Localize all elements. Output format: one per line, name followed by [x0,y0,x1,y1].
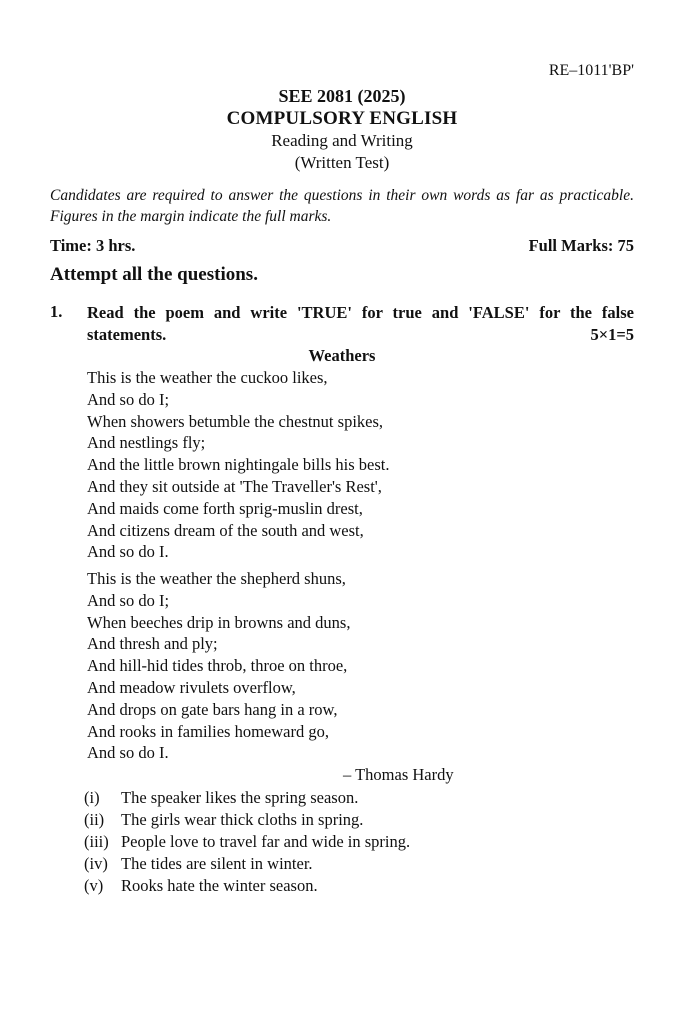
exam-title: SEE 2081 (2025) [278,86,406,106]
poem-line: And drops on gate bars hang in a row, [87,699,338,719]
instructions: Candidates are required to answer the questions in their own words as far as practicable. Figures in the margin indicate the full marks. [50,187,634,225]
attempt-instruction: Attempt all the questions. [50,264,258,285]
poem-line: When showers betumble the chestnut spikes, [87,411,384,431]
poem-line: And the little brown nightingale bills his best. [87,455,390,475]
poem-line: And so do I. [87,743,169,763]
statement-item [84,787,410,809]
statement-item [84,875,410,897]
poem-line: And so do I; [87,389,170,409]
statement-number: (i) [84,788,100,807]
statement-number: (ii) [84,810,105,829]
question-text [87,302,634,346]
poem-line: And rooks in families homeward go, [87,721,329,741]
subtitle-reading-writing: Reading and Writing [271,131,413,150]
time-marks-row [50,236,634,256]
poem-line: This is the weather the cuckoo likes, [87,368,328,387]
poem-line: This is the weather the shepherd shuns, [87,569,346,588]
statement-text: The tides are silent in winter. [121,854,313,873]
subject-title: COMPULSORY ENGLISH [226,108,458,129]
poem-stanza-2 [87,568,350,764]
statement-list [84,787,410,897]
question-line-1 [87,302,634,324]
statement-item [84,853,410,875]
poem-line: And they sit outside at 'The Traveller's Rest', [87,476,382,496]
poem-line: And meadow rivulets overflow, [87,677,296,697]
question-number: 1. [50,302,63,321]
subtitle-written-test: (Written Test) [294,153,390,172]
poem-line: And citizens dream of the south and west, [87,520,364,540]
poem-line: And so do I; [87,590,170,610]
full-marks-label: Full Marks: 75 [528,236,634,255]
statement-number: (iii) [84,832,109,851]
paper-code: RE–1011'BP' [548,62,634,79]
question-line-1-text: Read the poem and write 'TRUE' for true and 'FALSE' for the false [87,303,634,322]
question-marks: 5×1=5 [590,325,634,344]
question-line-2-text: statements. [87,325,167,344]
poem-line: And nestlings fly; [87,433,206,453]
poem-line: And so do I. [87,542,169,562]
time-label: Time: 3 hrs. [50,236,136,255]
poem-line: And thresh and ply; [87,634,218,654]
statement-text: The girls wear thick cloths in spring. [121,810,364,829]
poem-stanza-1 [87,367,389,563]
question-line-2 [87,324,634,346]
statement-item [84,831,410,853]
poem-line: When beeches drip in browns and duns, [87,612,351,632]
statement-text: Rooks hate the winter season. [121,876,318,895]
statement-number: (v) [84,876,104,895]
statement-item [84,809,410,831]
statement-text: People love to travel far and wide in spring. [121,832,411,851]
poem-line: And maids come forth sprig-muslin drest, [87,498,363,518]
poem-line: And hill-hid tides throb, throe on throe, [87,656,348,676]
statement-number: (iv) [84,854,108,873]
statement-text: The speaker likes the spring season. [121,788,359,807]
poem-title: Weathers [308,346,376,365]
poem-author: – Thomas Hardy [343,765,454,784]
